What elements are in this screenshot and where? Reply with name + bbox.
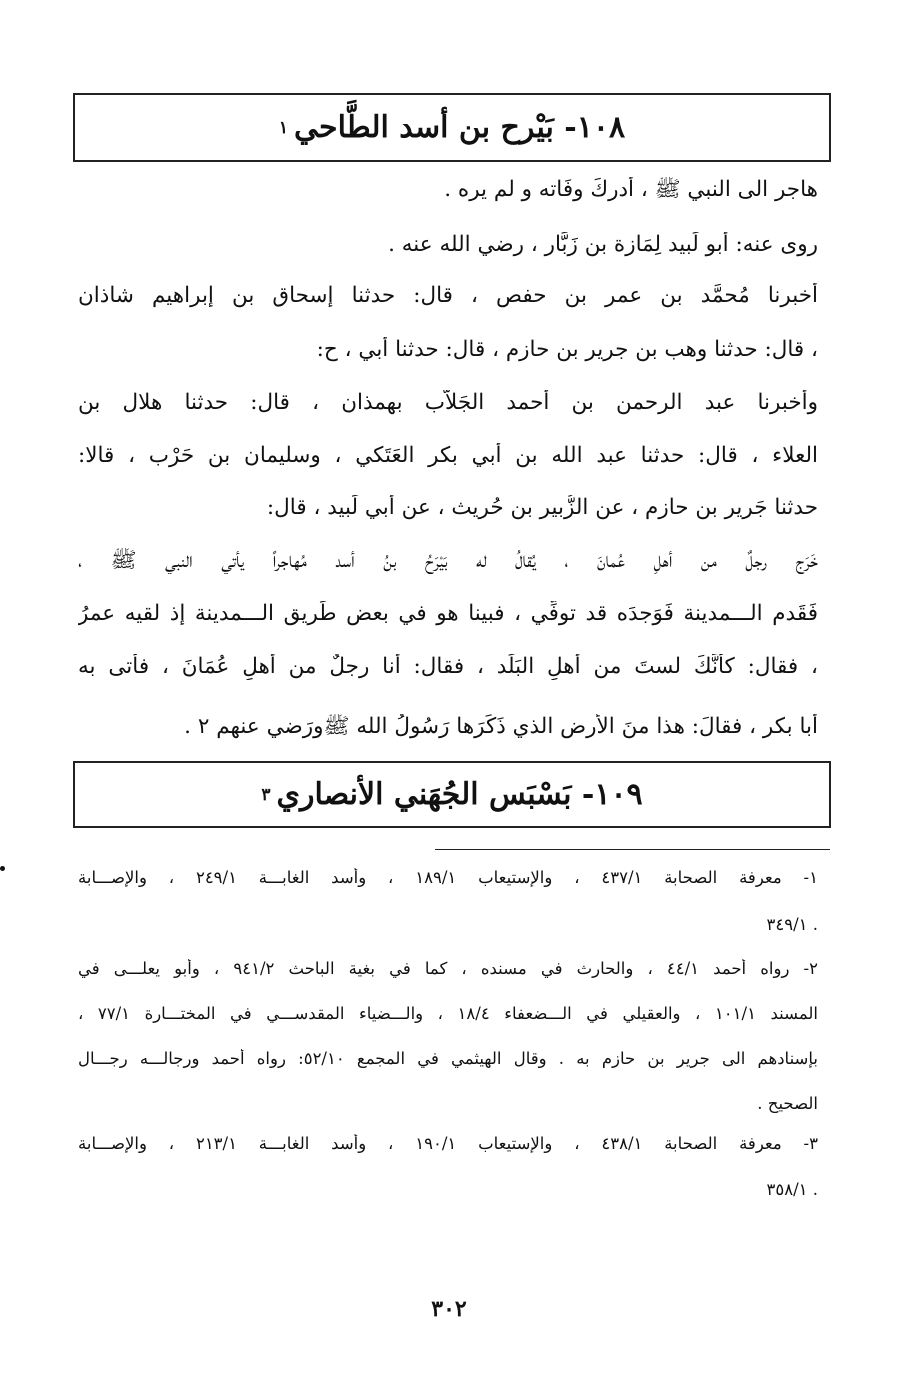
footnote-line: . ٣٥٨/١ (766, 1180, 818, 1199)
footnote-line: ٢- رواه أحمد ٤٤/١ ، والحارث في مسنده ، كما في بغية الباحث ٩٤١/٢ ، وأبو يعلـــى في (78, 959, 818, 978)
body-line: حدثنا جَرير بن حازم ، عن الزُّبير بن حُريث ، عن أبي لَبيد ، قال: (266, 495, 818, 520)
body-line: أخبرنا مُحمَّد بن عمر بن حفص ، قال: حدثنا إسحاق بن إبراهيم شاذان (78, 283, 818, 308)
footnote-line: ١- معرفة الصحابة ٤٣٧/١ ، والإستيعاب ١٨٩/١ ، وأُسد الغابـــة ٢٤٩/١ ، والإصـــابة (78, 868, 818, 887)
footnote-line: . ٣٤٩/١ (766, 915, 818, 934)
body-line: فَقَدم الـــمدينة فَوَجدَه قد توفِّي ، فبينا هو في بعض طَريق الـــمدينة إذ لقيه عمرُ (78, 601, 818, 626)
page-number: ٣٠٢ (431, 1296, 467, 1322)
footnote-line: المسند ١٠١/١ ، والعقيلي في الـــضعفاء ١٨/٤ ، والـــضياء المقدســـي في المختـــارة ٧٧/١ ، (78, 1004, 818, 1023)
entry-108-heading (73, 93, 831, 162)
entry-108-footnote-ref: ١ (278, 117, 289, 138)
margin-mark (0, 866, 5, 871)
entry-109-title: ١٠٩- بَسْبَس الجُهَني الأنصاري (276, 777, 643, 812)
body-line: أبا بكر ، فقالَ: هذا منَ الأرضِ الذي ذَكَرَها رَسُولُ الله ﷺورَضي عنهم ٢ . (184, 714, 818, 739)
body-line: ، قال: حدثنا وهب بن جرير بن حازم ، قال: حدثنا أبي ، ح: (316, 337, 818, 362)
body-line: روى عنه: أبو لَبيد لِمَازة بن زَبَّار ، رضي الله عنه . (388, 232, 818, 257)
footnote-separator (435, 849, 830, 850)
body-line: العلاء ، قال: حدثنا عبد الله بن أبي بكر العَتَكي ، وسليمان بن حَرْب ، قالا: (78, 443, 818, 468)
entry-109-footnote-ref: ٣ (261, 784, 271, 805)
body-line: وأخبرنا عبد الرحمن بن أحمد الجَلاَّب بهمذان ، قال: حدثنا هلال بن (78, 390, 818, 415)
body-line: هاجر الى النبي ﷺ ، أدركَ وفَاته و لم يره . (444, 177, 818, 202)
footnote-line: بإسنادهم الى جرير بن حازم به . وقال الهيثمي في المجمع ٥٢/١٠: رواه أحمد ورجالـــه رجـــال (78, 1049, 818, 1068)
body-line: خَرَج رجلٌ من أهلِ عُمانَ ، يُقالُ له بَيْرَحُ بنُ أسد مُهاجراً يأتي النبي ﷺ ، (78, 548, 818, 573)
body-line: ، فقال: كأنَّكَ لستَ من أهلِ البَلَد ، فقال: أنا رجلٌ من أهلِ عُمَانَ ، فأتى به (78, 654, 818, 679)
entry-109-heading (73, 761, 831, 828)
footnote-line: الصحيح . (757, 1094, 818, 1113)
entry-108-title: ١٠٨- بَيْرح بن أسد الطَّاحي (294, 110, 626, 145)
footnote-line: ٣- معرفة الصحابة ٤٣٨/١ ، والإستيعاب ١٩٠/١ ، وأُسد الغابـــة ٢١٣/١ ، والإصـــابة (78, 1134, 818, 1153)
